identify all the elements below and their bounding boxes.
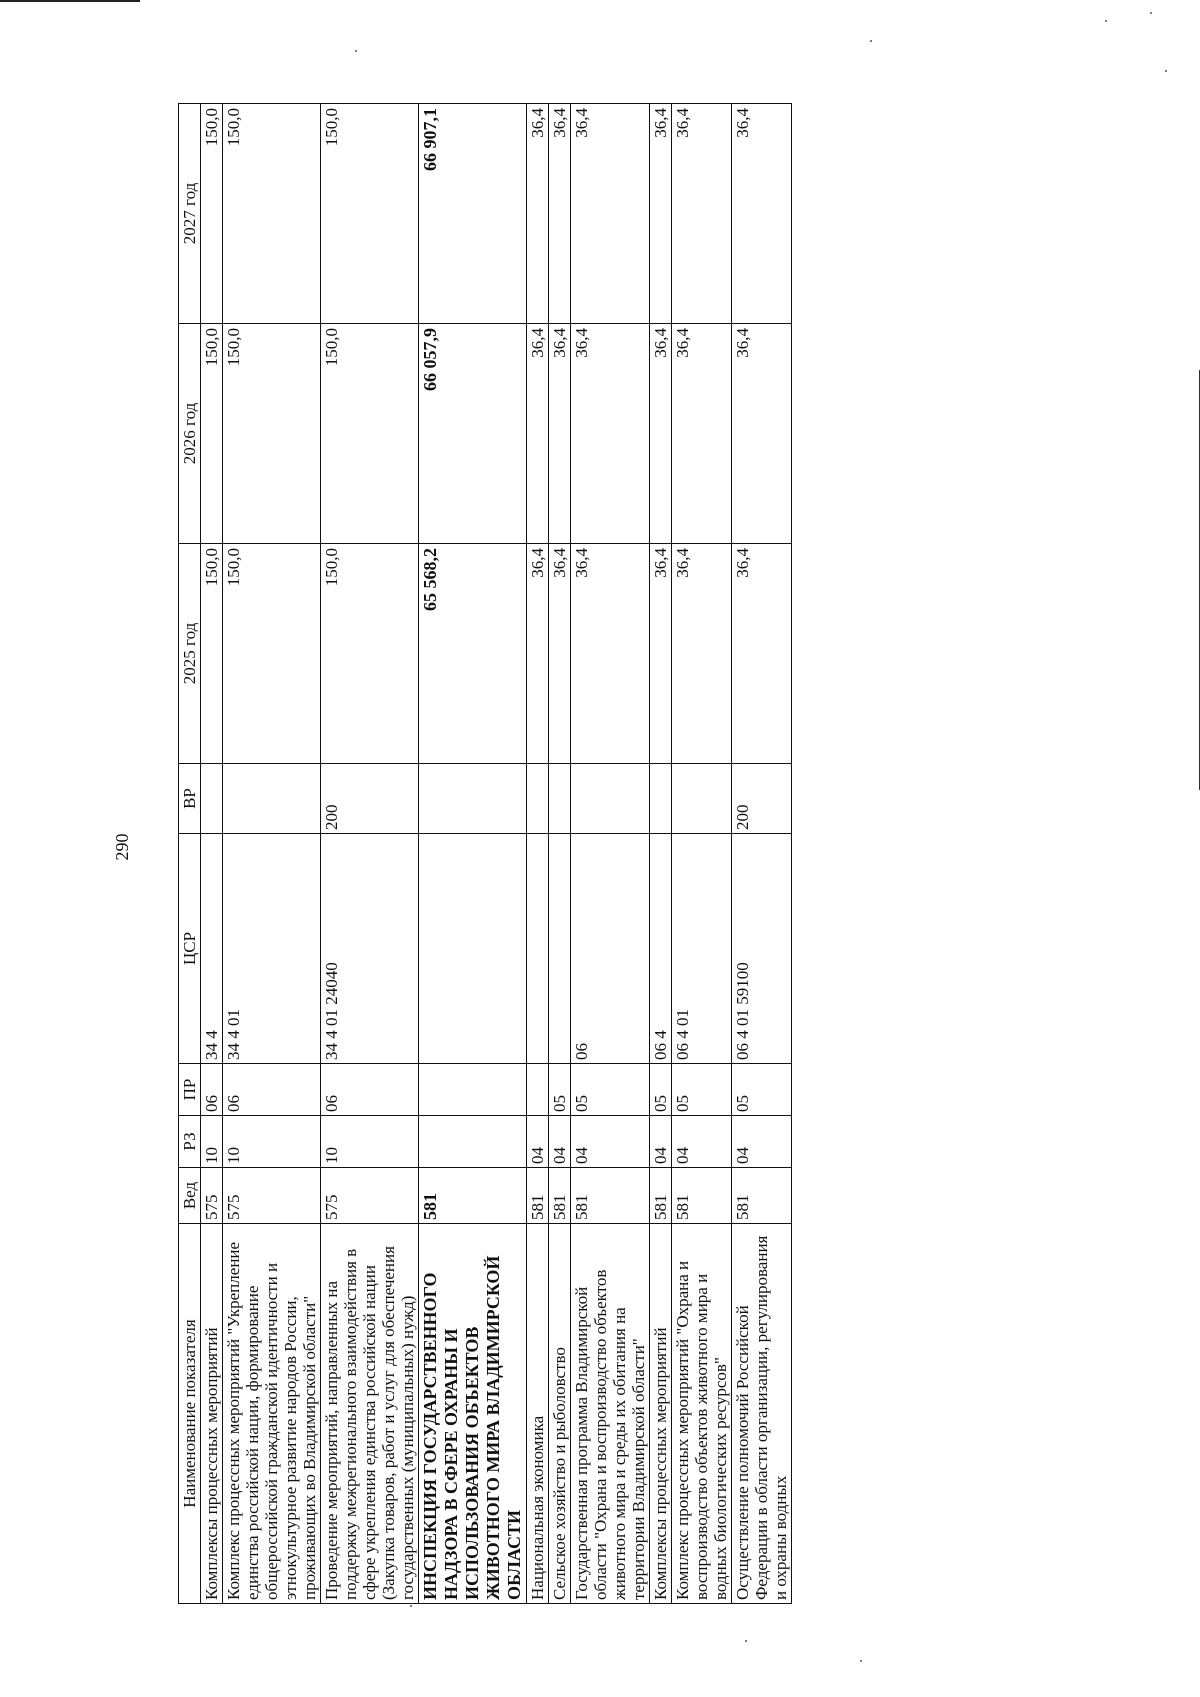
cell-csr: 06 4 01 59100: [732, 834, 792, 1064]
cell-name: Комплексы процессных мероприятий: [201, 1224, 223, 1604]
scan-speck: [1105, 20, 1107, 22]
cell-pr: [419, 1064, 527, 1116]
cell-csr: [419, 834, 527, 1064]
cell-y2026: 36,4: [571, 324, 650, 544]
cell-pr: 05: [571, 1064, 650, 1116]
scan-speck: [745, 1640, 747, 1642]
cell-ved: 575: [223, 1168, 321, 1224]
cell-csr: [549, 834, 571, 1064]
budget-table: [178, 103, 792, 1604]
table-row: [732, 104, 792, 1604]
header-name: Наименование показателя: [179, 1224, 201, 1604]
cell-vr: [549, 764, 571, 834]
cell-name: Комплекс процессных мероприятий "Укрепление единства российской нации, формирование общероссийской гражданской идентичности и этнокультурное развитие народов России, проживающих во Владимирской области": [223, 1224, 321, 1604]
cell-rz: 10: [223, 1116, 321, 1168]
cell-y2027: 36,4: [732, 104, 792, 324]
cell-y2025: 36,4: [571, 544, 650, 764]
table-body: [201, 104, 792, 1604]
scan-speck: [870, 40, 872, 42]
cell-vr: [571, 764, 650, 834]
cell-rz: 04: [527, 1116, 549, 1168]
cell-y2027: 36,4: [549, 104, 571, 324]
cell-vr: 200: [321, 764, 419, 834]
cell-vr: [201, 764, 223, 834]
table-row: [549, 104, 571, 1604]
cell-y2025: 150,0: [321, 544, 419, 764]
table-row: [321, 104, 419, 1604]
cell-name: Комплексы процессных мероприятий: [650, 1224, 672, 1604]
cell-rz: 04: [732, 1116, 792, 1168]
cell-y2025: 36,4: [650, 544, 672, 764]
cell-vr: 200: [732, 764, 792, 834]
page-number: 290: [112, 833, 132, 861]
scan-speck: [1165, 70, 1167, 72]
cell-ved: 581: [650, 1168, 672, 1224]
header-2026: 2026 год: [179, 324, 201, 544]
cell-pr: 06: [223, 1064, 321, 1116]
cell-pr: 05: [549, 1064, 571, 1116]
scan-edge-line: [0, 0, 140, 2]
scan-speck: [355, 50, 357, 52]
header-2025: 2025 год: [179, 544, 201, 764]
cell-pr: 05: [650, 1064, 672, 1116]
cell-csr: [527, 834, 549, 1064]
cell-y2026: 150,0: [321, 324, 419, 544]
cell-name: Государственная программа Владимирской области "Охрана и воспроизводство объектов животного мира и среды их обитания на территории Владимирской области": [571, 1224, 650, 1604]
header-pr: ПР: [179, 1064, 201, 1116]
header-vr: ВР: [179, 764, 201, 834]
cell-y2026: 36,4: [732, 324, 792, 544]
cell-y2026: 150,0: [223, 324, 321, 544]
cell-ved: 581: [527, 1168, 549, 1224]
cell-y2027: 36,4: [672, 104, 732, 324]
table-row: [201, 104, 223, 1604]
cell-y2026: 66 057,9: [419, 324, 527, 544]
table-row: [223, 104, 321, 1604]
cell-ved: 581: [732, 1168, 792, 1224]
cell-rz: 04: [672, 1116, 732, 1168]
table-row: [571, 104, 650, 1604]
cell-pr: 06: [321, 1064, 419, 1116]
cell-csr: 34 4 01 24040: [321, 834, 419, 1064]
cell-pr: 06: [201, 1064, 223, 1116]
cell-csr: 06: [571, 834, 650, 1064]
cell-ved: 575: [201, 1168, 223, 1224]
cell-y2025: 65 568,2: [419, 544, 527, 764]
cell-y2026: 150,0: [201, 324, 223, 544]
cell-y2025: 36,4: [549, 544, 571, 764]
cell-name: Национальная экономика: [527, 1224, 549, 1604]
cell-name: Комплекс процессных мероприятий "Охрана и воспроизводство объектов животного мира и водных биологических ресурсов": [672, 1224, 732, 1604]
scan-speck: [410, 1605, 412, 1607]
cell-vr: [650, 764, 672, 834]
cell-ved: 581: [419, 1168, 527, 1224]
cell-vr: [419, 764, 527, 834]
cell-vr: [672, 764, 732, 834]
rotated-table-container: [178, 104, 1120, 1604]
cell-vr: [527, 764, 549, 834]
cell-ved: 581: [672, 1168, 732, 1224]
cell-rz: 10: [201, 1116, 223, 1168]
cell-rz: 04: [549, 1116, 571, 1168]
cell-ved: 575: [321, 1168, 419, 1224]
header-csr: ЦСР: [179, 834, 201, 1064]
cell-y2026: 36,4: [527, 324, 549, 544]
cell-rz: 10: [321, 1116, 419, 1168]
cell-pr: 05: [732, 1064, 792, 1116]
cell-y2027: 66 907,1: [419, 104, 527, 324]
cell-y2025: 150,0: [201, 544, 223, 764]
cell-y2025: 150,0: [223, 544, 321, 764]
cell-y2027: 150,0: [201, 104, 223, 324]
cell-y2025: 36,4: [732, 544, 792, 764]
table-row: [419, 104, 527, 1604]
table-row: [650, 104, 672, 1604]
cell-y2026: 36,4: [650, 324, 672, 544]
table-header-row: [179, 104, 201, 1604]
cell-csr: 06 4: [650, 834, 672, 1064]
cell-name: Проведение мероприятий, направленных на поддержку межрегионального взаимодействия в сфере укрепления единства российской нации (Закупка товаров, работ и услуг для обеспечения государственных (муниципальных) нужд): [321, 1224, 419, 1604]
cell-y2027: 150,0: [321, 104, 419, 324]
cell-name: Сельское хозяйство и рыболовство: [549, 1224, 571, 1604]
cell-ved: 581: [571, 1168, 650, 1224]
cell-vr: [223, 764, 321, 834]
cell-y2025: 36,4: [527, 544, 549, 764]
table-row: [527, 104, 549, 1604]
cell-csr: 34 4 01: [223, 834, 321, 1064]
cell-rz: 04: [650, 1116, 672, 1168]
cell-y2027: 36,4: [571, 104, 650, 324]
cell-rz: [419, 1116, 527, 1168]
cell-y2027: 150,0: [223, 104, 321, 324]
cell-rz: 04: [571, 1116, 650, 1168]
cell-ved: 581: [549, 1168, 571, 1224]
cell-csr: 06 4 01: [672, 834, 732, 1064]
header-2027: 2027 год: [179, 104, 201, 324]
cell-y2026: 36,4: [672, 324, 732, 544]
cell-pr: 05: [672, 1064, 732, 1116]
cell-y2026: 36,4: [549, 324, 571, 544]
cell-y2025: 36,4: [672, 544, 732, 764]
cell-csr: 34 4: [201, 834, 223, 1064]
cell-pr: [527, 1064, 549, 1116]
cell-y2027: 36,4: [527, 104, 549, 324]
cell-name: ИНСПЕКЦИЯ ГОСУДАРСТВЕННОГО НАДЗОРА В СФЕРЕ ОХРАНЫ И ИСПОЛЬЗОВАНИЯ ОБЪЕКТОВ ЖИВОТНОГО МИРА ВЛАДИМИРСКОЙ ОБЛАСТИ: [419, 1224, 527, 1604]
header-ved: Вед: [179, 1168, 201, 1224]
header-rz: РЗ: [179, 1116, 201, 1168]
scan-speck: [1150, 12, 1152, 14]
table-row: [672, 104, 732, 1604]
cell-name: Осуществление полномочий Российской Федерации в области организации, регулирования и охраны водных: [732, 1224, 792, 1604]
scan-speck: [860, 1660, 862, 1662]
cell-y2027: 36,4: [650, 104, 672, 324]
